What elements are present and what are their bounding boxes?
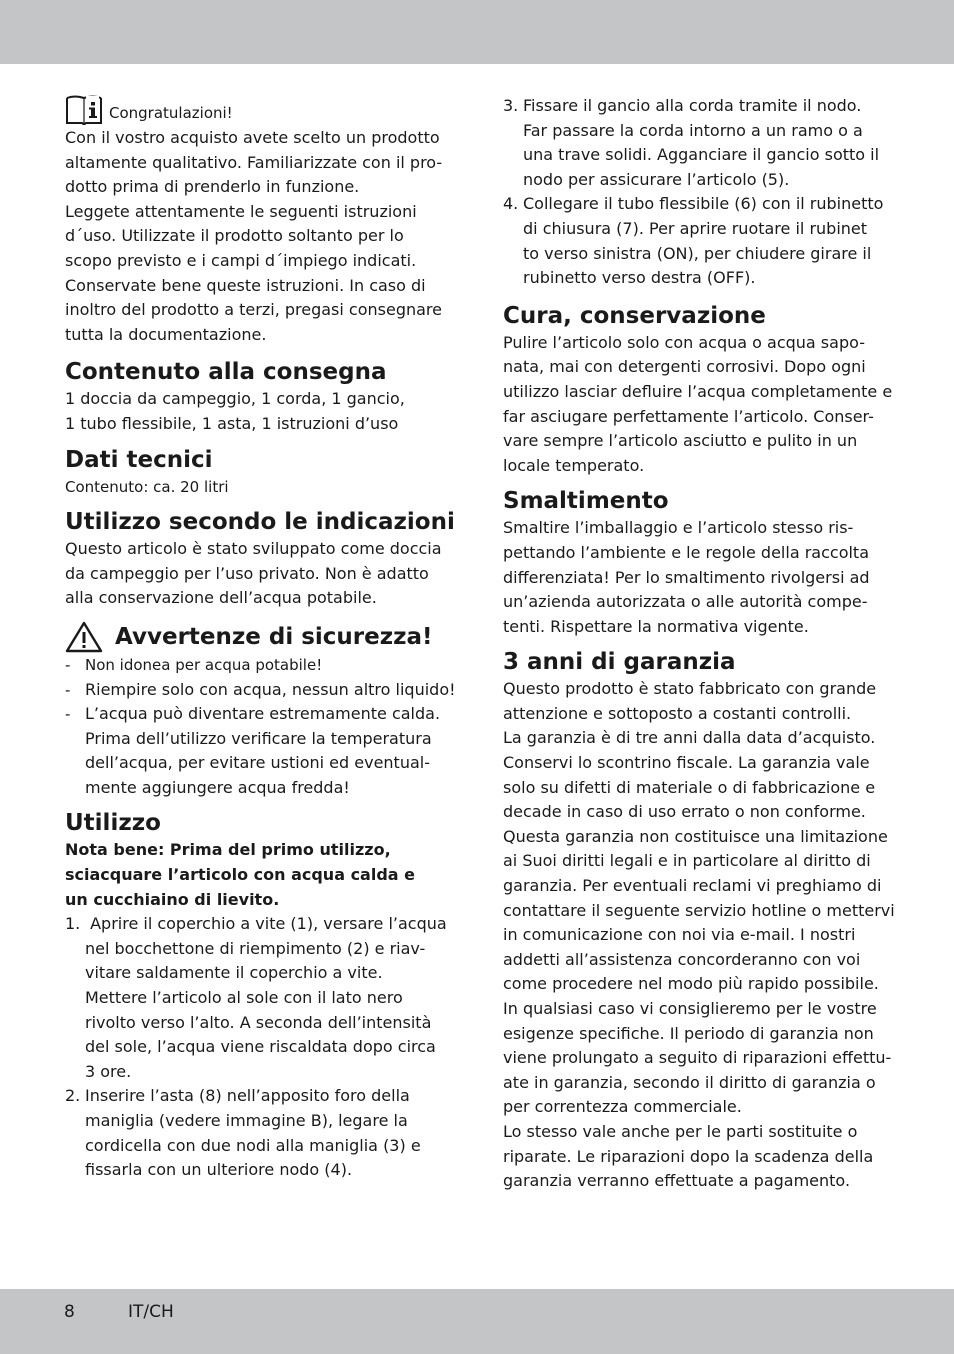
text-line: Con il vostro acquisto avete scelto un prodotto — [65, 128, 440, 147]
text-line: nel bocchettone di riempimento (2) e riav- — [85, 938, 426, 958]
section-title-contenuto: Contenuto alla consegna — [65, 359, 387, 386]
text-line: Aprire il coperchio a vite (1), versare l’acqua — [85, 914, 447, 934]
numbered-step — [65, 912, 457, 1084]
text-line: alla conservazione dell’acqua potabile. — [65, 588, 377, 608]
intro-heading: Congratulazioni! — [109, 104, 233, 123]
utilizzo-steps-left — [65, 912, 457, 1183]
text-line: tenti. Rispettare la normativa vigente. — [503, 616, 809, 636]
text-line: Far passare la corda intorno a un ramo o a — [523, 120, 863, 140]
text-line: decade in caso di uso errato o non conforme. — [503, 802, 866, 822]
text-line: una trave solidi. Agganciare il gancio sotto il — [523, 145, 880, 165]
numbered-step — [65, 1084, 457, 1182]
text-line: utilizzo lasciar defluire l’acqua completamente e — [503, 381, 893, 401]
text-line: come procedere nel modo più rapido possibile. — [503, 974, 879, 994]
text-line: sciacquare l’articolo con acqua calda e — [65, 865, 415, 885]
utilizzo-note — [65, 838, 457, 912]
text-line: Conservate bene queste istruzioni. In caso di — [65, 275, 426, 295]
text-line: del sole, l’acqua viene riscaldata dopo circa — [85, 1037, 436, 1057]
text-line: attenzione e sottoposto a costanti controlli. — [503, 703, 852, 723]
warning-list-item — [65, 653, 457, 678]
text-line: far asciugare perfettamente l’articolo. Conser- — [503, 406, 874, 426]
section-title-utilizzo: Utilizzo — [65, 810, 161, 837]
text-line: Inserire l’asta (8) nell’apposito foro della — [85, 1086, 410, 1106]
text-line: da campeggio per l’uso privato. Non è adatto — [65, 563, 429, 583]
text-line: differenziata! Per lo smaltimento rivolgersi ad — [503, 567, 870, 587]
text-line: solo su difetti di materiale o di fabbricazione e — [503, 777, 876, 797]
info-book-icon — [65, 94, 103, 126]
text-line: Questa garanzia non costituisce una limitazione — [503, 826, 888, 846]
utilizzo-indicazioni-text — [65, 537, 457, 611]
text-line: vitare saldamente il coperchio a vite. — [85, 963, 383, 983]
section-title-smaltimento: Smaltimento — [503, 488, 669, 515]
contenuto-text — [65, 387, 457, 436]
warning-list-item — [65, 678, 457, 703]
text-line: un cucchiaino di lievito. — [65, 889, 280, 909]
text-line: rivolto verso l’alto. A seconda dell’intensità — [85, 1012, 432, 1032]
warning-triangle-icon — [65, 621, 103, 653]
text-line: cordicella con due nodi alla maniglia (3) e — [85, 1135, 421, 1155]
text-line: in comunicazione con noi via e-mail. I nostri — [503, 925, 856, 945]
cura-text — [503, 331, 895, 479]
text-line: vare sempre l’articolo asciutto e pulito in un — [503, 431, 858, 451]
bullet-dash: - — [65, 655, 71, 674]
text-line: tutta la documentazione. — [65, 324, 267, 344]
text-line: Collegare il tubo flessibile (6) con il rubinetto — [523, 194, 884, 214]
text-line: dell’acqua, per evitare ustioni ed eventual- — [85, 753, 430, 773]
text-line: Questo articolo è stato sviluppato come doccia — [65, 539, 442, 559]
text-line: garanzia. Per eventuali reclami vi preghiamo di — [503, 876, 882, 896]
text-line: addetti all’assistenza concorderanno con voi — [503, 949, 861, 969]
bullet-dash: - — [65, 680, 71, 699]
text-line: di chiusura (7). Per aprire ruotare il rubinet — [523, 218, 868, 238]
numbered-step — [503, 192, 895, 290]
text-line: Fissare il gancio alla corda tramite il nodo. — [523, 96, 862, 115]
header-bar — [0, 0, 954, 64]
text-line: inoltro del prodotto a terzi, pregasi consegnare — [65, 300, 442, 320]
text-line: un’azienda autorizzata o alle autorità compe- — [503, 592, 868, 612]
text-line: Leggete attentamente le seguenti istruzioni — [65, 201, 417, 221]
text-line: L’acqua può diventare estremamente calda. — [85, 704, 441, 724]
text-line: ai Suoi diritti legali e in particolare al diritto di — [503, 851, 871, 871]
text-line: mente aggiungere acqua fredda! — [85, 777, 350, 797]
step-number: 1. — [65, 914, 81, 934]
text-line: Non idonea per acqua potabile! — [85, 655, 323, 674]
text-line: viene prolungato a seguito di riparazioni effettu- — [503, 1048, 892, 1068]
text-line: scopo previsto e i campi d´impiego indicati. — [65, 250, 417, 270]
text-line: La garanzia è di tre anni dalla data d’acquisto. — [503, 728, 876, 748]
section-title-cura: Cura, conservazione — [503, 302, 766, 329]
text-line: nata, mai con detergenti corrosivi. Dopo ogni — [503, 357, 866, 377]
left-column — [65, 94, 457, 1183]
text-line: Contenuto: ca. 20 litri — [65, 477, 229, 496]
intro-heading-row — [65, 94, 457, 126]
text-line: Conservi lo scontrino fiscale. La garanzia vale — [503, 753, 870, 773]
numbered-step — [503, 94, 895, 192]
text-line: Questo prodotto è stato fabbricato con grande — [503, 679, 877, 699]
section-title-utilizzo-indicazioni: Utilizzo secondo le indicazioni — [65, 509, 455, 536]
section-title-garanzia: 3 anni di garanzia — [503, 649, 736, 676]
text-line: to verso sinistra (ON), per chiudere girare il — [523, 243, 872, 263]
text-line: altamente qualitativo. Familiarizzate con il pro- — [65, 152, 443, 172]
text-line: rubinetto verso destra (OFF). — [523, 268, 756, 288]
text-line: ate in garanzia, secondo il diritto di garanzia o — [503, 1072, 876, 1092]
text-line: d´uso. Utilizzate il prodotto soltanto per lo — [65, 226, 404, 246]
text-line: pettando l’ambiente e le regole della raccolta — [503, 542, 869, 562]
bullet-dash: - — [65, 705, 71, 724]
text-line: dotto prima di prenderlo in funzione. — [65, 177, 360, 197]
avvertenze-heading-row — [65, 621, 457, 653]
text-line: In qualsiasi caso vi consiglieremo per le vostre — [503, 999, 877, 1018]
right-column — [503, 94, 895, 1194]
text-line: contattare il seguente servizio hotline o mettervi — [503, 900, 895, 920]
step-number: 4. — [503, 194, 519, 214]
text-line: 1 doccia da campeggio, 1 corda, 1 gancio, — [65, 389, 405, 409]
smaltimento-text — [503, 516, 895, 639]
text-line: Prima dell’utilizzo verificare la temperatura — [85, 728, 432, 748]
text-line: locale temperato. — [503, 455, 645, 475]
text-line: garanzia verranno effettuate a pagamento. — [503, 1171, 851, 1191]
intro-text — [65, 126, 457, 347]
text-line: Nota bene: Prima del primo utilizzo, — [65, 840, 391, 860]
warning-list-item — [65, 702, 457, 800]
section-title-avvertenze: Avvertenze di sicurezza! — [115, 623, 433, 650]
text-line: fissarla con un ulteriore nodo (4). — [85, 1160, 353, 1180]
text-line: Lo stesso vale anche per le parti sostituite o — [503, 1121, 858, 1141]
text-line: nodo per assicurare l’articolo (5). — [523, 169, 790, 189]
section-title-dati: Dati tecnici — [65, 446, 213, 473]
dati-text — [65, 475, 457, 500]
text-line: 3 ore. — [85, 1061, 132, 1081]
text-line: esigenze specifiche. Il periodo di garanzia non — [503, 1023, 874, 1043]
text-line: riparate. Le riparazioni dopo la scadenza della — [503, 1146, 874, 1166]
text-line: Smaltire l’imballaggio e l’articolo stesso ris- — [503, 518, 854, 538]
text-line: per correntezza commerciale. — [503, 1097, 742, 1117]
step-number: 2. — [65, 1086, 81, 1106]
garanzia-text — [503, 677, 895, 1193]
text-line: Mettere l’articolo al sole con il lato nero — [85, 988, 403, 1008]
locale-label: IT/CH — [128, 1302, 174, 1322]
utilizzo-steps-right — [503, 94, 895, 291]
text-line: maniglia (vedere immagine B), legare la — [85, 1111, 408, 1130]
text-line: Riempire solo con acqua, nessun altro liquido! — [85, 679, 456, 699]
step-number: 3. — [503, 96, 519, 115]
avvertenze-list — [65, 653, 457, 801]
text-line: Pulire l’articolo solo con acqua o acqua sapo- — [503, 332, 865, 352]
page-number: 8 — [64, 1302, 75, 1322]
text-line: 1 tubo flessibile, 1 asta, 1 istruzioni d’uso — [65, 413, 399, 433]
